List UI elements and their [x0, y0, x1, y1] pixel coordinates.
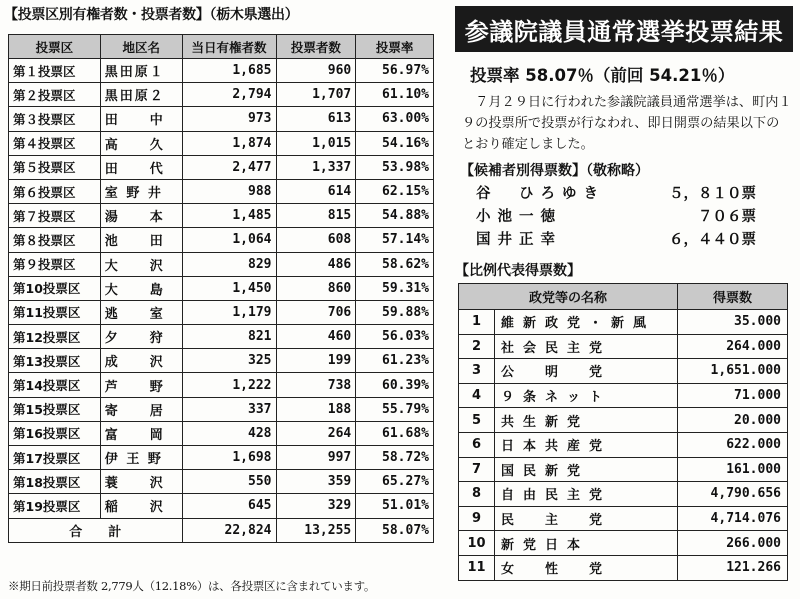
table-row	[459, 310, 788, 335]
rate-cell: 59.88%	[356, 300, 434, 324]
table-row	[9, 276, 434, 300]
candidate-votes: ６，４４０票	[669, 232, 756, 248]
candidate-row	[476, 182, 756, 204]
district-cell: 第14投票区	[9, 373, 101, 397]
rate-cell: 54.16%	[356, 131, 434, 155]
table-row	[9, 446, 434, 470]
table-row	[9, 179, 434, 203]
rate-cell: 65.27%	[356, 470, 434, 494]
registered-cell: 550	[182, 470, 276, 494]
registered-cell: 1,485	[182, 204, 276, 228]
rate-cell: 53.98%	[356, 155, 434, 179]
registered-cell: 821	[182, 325, 276, 349]
results-banner: 参議院議員通常選挙投票結果	[455, 6, 793, 52]
district-cell: 第７投票区	[9, 204, 101, 228]
ballots-cell: 460	[276, 325, 356, 349]
registered-cell: 2,477	[182, 155, 276, 179]
early-voting-note: ※期日前投票者数 2,779人（12.18%）は、各投票区に含まれています。	[8, 579, 376, 593]
district-cell: 第10投票区	[9, 276, 101, 300]
area-cell: 田 代	[100, 155, 182, 179]
table-row	[459, 383, 788, 408]
registered-cell: 829	[182, 252, 276, 276]
table-row	[9, 373, 434, 397]
district-cell: 第19投票区	[9, 494, 101, 518]
table-header-row	[459, 284, 788, 310]
ballots-cell: 860	[276, 276, 356, 300]
party-number: 10	[459, 531, 495, 556]
area-cell: 池 田	[100, 228, 182, 252]
party-name: 女 性 党	[495, 555, 678, 580]
area-cell: 成 沢	[100, 349, 182, 373]
district-cell: 第２投票区	[9, 83, 101, 107]
district-table-title: 【投票区別有権者数・投票者数】（栃木県選出）	[4, 7, 299, 23]
candidate-votes: ７０６票	[698, 209, 756, 225]
registered-cell: 645	[182, 494, 276, 518]
district-cell: 第15投票区	[9, 397, 101, 421]
area-cell: 稲 沢	[100, 494, 182, 518]
registered-cell: 988	[182, 179, 276, 203]
rate-cell: 59.31%	[356, 276, 434, 300]
area-cell: 高 久	[100, 131, 182, 155]
party-votes: 264.000	[678, 334, 788, 359]
table-row	[9, 349, 434, 373]
total-ballots: 13,255	[276, 518, 356, 542]
col-header-rate: 投票率	[356, 35, 434, 59]
area-cell: 蓑 沢	[100, 470, 182, 494]
registered-cell: 973	[182, 107, 276, 131]
registered-cell: 1,222	[182, 373, 276, 397]
party-name: 新党日本	[495, 531, 678, 556]
registered-cell: 1,874	[182, 131, 276, 155]
ballots-cell: 1,707	[276, 83, 356, 107]
ballots-cell: 706	[276, 300, 356, 324]
proportional-heading: 【比例代表得票数】	[455, 263, 581, 279]
rate-cell: 56.03%	[356, 325, 434, 349]
ballots-cell: 960	[276, 59, 356, 83]
party-number: 8	[459, 482, 495, 507]
table-row	[9, 228, 434, 252]
area-cell: 室 野 井	[100, 179, 182, 203]
candidate-name: 小池一徳	[476, 209, 562, 225]
total-registered: 22,824	[182, 518, 276, 542]
table-row	[459, 482, 788, 507]
registered-cell: 428	[182, 421, 276, 445]
ballots-cell: 359	[276, 470, 356, 494]
rate-cell: 56.97%	[356, 59, 434, 83]
col-header-party: 政党等の名称	[459, 284, 678, 310]
area-cell: 芦 野	[100, 373, 182, 397]
candidate-name: 谷 ひろゆき	[476, 186, 605, 202]
party-number: 7	[459, 457, 495, 482]
table-row	[9, 252, 434, 276]
rate-cell: 51.01%	[356, 494, 434, 518]
area-cell: 大 沢	[100, 252, 182, 276]
table-row	[459, 408, 788, 433]
district-turnout-table	[8, 34, 434, 543]
ballots-cell: 815	[276, 204, 356, 228]
ballots-cell: 997	[276, 446, 356, 470]
district-cell: 第５投票区	[9, 155, 101, 179]
col-header-district: 投票区	[9, 35, 101, 59]
ballots-cell: 188	[276, 397, 356, 421]
area-cell: 大 島	[100, 276, 182, 300]
party-name: 維新政党・新風	[495, 310, 678, 335]
turnout-summary: 投票率 58.07％（前回 54.21％）	[470, 66, 735, 85]
district-cell: 第９投票区	[9, 252, 101, 276]
ballots-cell: 608	[276, 228, 356, 252]
candidate-votes: ５，８１０票	[669, 186, 756, 202]
party-number: 3	[459, 359, 495, 384]
table-row	[9, 83, 434, 107]
party-votes: 1,651.000	[678, 359, 788, 384]
area-cell: 湯 本	[100, 204, 182, 228]
party-name: 共生新党	[495, 408, 678, 433]
registered-cell: 1,685	[182, 59, 276, 83]
registered-cell: 2,794	[182, 83, 276, 107]
ballots-cell: 486	[276, 252, 356, 276]
party-name: 日本共産党	[495, 432, 678, 457]
area-cell: 黒田原１	[100, 59, 182, 83]
rate-cell: 58.72%	[356, 446, 434, 470]
rate-cell: 60.39%	[356, 373, 434, 397]
party-number: 9	[459, 506, 495, 531]
party-votes: 71.000	[678, 383, 788, 408]
party-number: 4	[459, 383, 495, 408]
district-cell: 第17投票区	[9, 446, 101, 470]
district-cell: 第13投票区	[9, 349, 101, 373]
table-row	[9, 59, 434, 83]
total-label: 合 計	[9, 518, 183, 542]
ballots-cell: 199	[276, 349, 356, 373]
total-rate: 58.07%	[356, 518, 434, 542]
ballots-cell: 329	[276, 494, 356, 518]
district-cell: 第12投票区	[9, 325, 101, 349]
table-row	[459, 531, 788, 556]
rate-cell: 62.15%	[356, 179, 434, 203]
table-row	[9, 397, 434, 421]
district-cell: 第４投票区	[9, 131, 101, 155]
table-row	[9, 494, 434, 518]
table-row	[459, 506, 788, 531]
party-votes: 266.000	[678, 531, 788, 556]
table-row	[9, 470, 434, 494]
table-row	[9, 107, 434, 131]
party-votes: 622.000	[678, 432, 788, 457]
table-row	[9, 131, 434, 155]
district-cell: 第11投票区	[9, 300, 101, 324]
party-number: 6	[459, 432, 495, 457]
table-row	[459, 457, 788, 482]
registered-cell: 325	[182, 349, 276, 373]
party-votes: 20.000	[678, 408, 788, 433]
area-cell: 田 中	[100, 107, 182, 131]
area-cell: 寄 居	[100, 397, 182, 421]
party-votes: 121.266	[678, 555, 788, 580]
party-votes: 4,790.656	[678, 482, 788, 507]
registered-cell: 337	[182, 397, 276, 421]
party-votes-table	[458, 283, 788, 581]
party-number: 1	[459, 310, 495, 335]
party-name: 自由民主党	[495, 482, 678, 507]
ballots-cell: 1,337	[276, 155, 356, 179]
table-row	[459, 334, 788, 359]
party-number: 11	[459, 555, 495, 580]
district-cell: 第３投票区	[9, 107, 101, 131]
candidate-row	[476, 228, 756, 250]
table-row	[9, 421, 434, 445]
rate-cell: 58.62%	[356, 252, 434, 276]
registered-cell: 1,064	[182, 228, 276, 252]
area-cell: 伊 王 野	[100, 446, 182, 470]
col-header-ballots: 投票者数	[276, 35, 356, 59]
table-row	[9, 204, 434, 228]
candidates-heading: 【候補者別得票数】（敬称略）	[460, 163, 649, 179]
table-row	[9, 325, 434, 349]
registered-cell: 1,450	[182, 276, 276, 300]
table-row	[459, 359, 788, 384]
rate-cell: 57.14%	[356, 228, 434, 252]
district-cell: 第１投票区	[9, 59, 101, 83]
party-number: 5	[459, 408, 495, 433]
rate-cell: 61.23%	[356, 349, 434, 373]
party-name: 公 明 党	[495, 359, 678, 384]
ballots-cell: 1,015	[276, 131, 356, 155]
party-number: 2	[459, 334, 495, 359]
rate-cell: 61.68%	[356, 421, 434, 445]
area-cell: 逃 室	[100, 300, 182, 324]
rate-cell: 61.10%	[356, 83, 434, 107]
ballots-cell: 613	[276, 107, 356, 131]
district-cell: 第18投票区	[9, 470, 101, 494]
intro-paragraph: ７月２９日に行われた参議院議員通常選挙は、町内１９の投票所で投票が行なわれ、即日開票の結果以下のとおり確定しました。	[462, 95, 792, 152]
district-cell: 第16投票区	[9, 421, 101, 445]
registered-cell: 1,179	[182, 300, 276, 324]
ballots-cell: 738	[276, 373, 356, 397]
registered-cell: 1,698	[182, 446, 276, 470]
rate-cell: 63.00%	[356, 107, 434, 131]
table-row	[459, 555, 788, 580]
ballots-cell: 264	[276, 421, 356, 445]
col-header-party-votes: 得票数	[678, 284, 788, 310]
rate-cell: 54.88%	[356, 204, 434, 228]
table-header-row	[9, 35, 434, 59]
total-row	[9, 518, 434, 542]
col-header-registered: 当日有権者数	[182, 35, 276, 59]
table-row	[459, 432, 788, 457]
col-header-area: 地区名	[100, 35, 182, 59]
district-cell: 第８投票区	[9, 228, 101, 252]
district-cell: 第６投票区	[9, 179, 101, 203]
candidate-name: 国井正幸	[476, 232, 562, 248]
area-cell: 黒田原２	[100, 83, 182, 107]
rate-cell: 55.79%	[356, 397, 434, 421]
party-votes: 4,714.076	[678, 506, 788, 531]
area-cell: 夕 狩	[100, 325, 182, 349]
ballots-cell: 614	[276, 179, 356, 203]
party-votes: 161.000	[678, 457, 788, 482]
party-name: ９条ネット	[495, 383, 678, 408]
area-cell: 富 岡	[100, 421, 182, 445]
table-row	[9, 155, 434, 179]
party-name: 国民新党	[495, 457, 678, 482]
candidate-row	[476, 205, 756, 227]
party-votes: 35.000	[678, 310, 788, 335]
party-name: 社会民主党	[495, 334, 678, 359]
party-name: 民 主 党	[495, 506, 678, 531]
table-row	[9, 300, 434, 324]
